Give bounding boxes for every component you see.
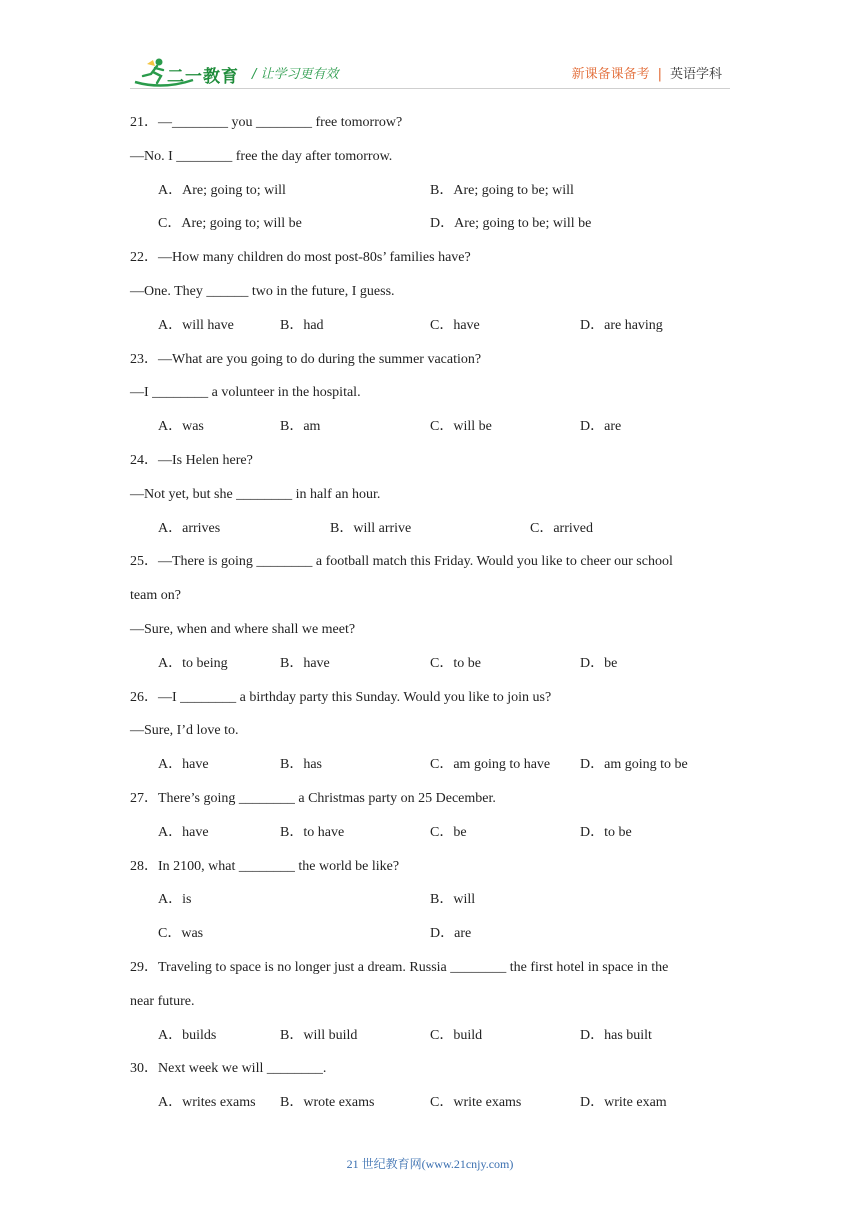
answer-option[interactable]: B．will arrive <box>330 520 412 536</box>
answer-option[interactable]: A．arrives <box>158 520 221 536</box>
answer-option[interactable]: C．Are; going to; will be <box>158 216 302 232</box>
answer-option[interactable]: D．has built <box>580 1027 652 1043</box>
question-list <box>130 106 730 1120</box>
question-line: —Sure, I’d love to. <box>130 723 239 739</box>
answer-option[interactable]: D．write exam <box>580 1095 667 1111</box>
answer-option[interactable]: C．have <box>430 317 480 333</box>
answer-option[interactable]: A．have <box>158 824 209 840</box>
question-stem: 27．There’s going ________ a Christmas party on 25 December. <box>130 790 496 806</box>
question-item <box>130 681 730 782</box>
answer-option[interactable]: D．are <box>430 926 472 942</box>
question-item <box>130 850 730 951</box>
question-stem: 29．Traveling to space is no longer just a dream. Russia ________ the first hotel in space in the <box>130 959 669 975</box>
answer-option[interactable]: C．arrived <box>530 520 593 536</box>
question-line: —Sure, when and where shall we meet? <box>130 621 356 637</box>
option-row <box>130 512 730 546</box>
question-line: team on? <box>130 588 181 604</box>
question-line: —I ________ a volunteer in the hospital. <box>130 385 361 401</box>
option-row <box>130 410 730 444</box>
answer-option[interactable]: C．to be <box>430 655 481 671</box>
option-row <box>130 816 730 850</box>
answer-option[interactable]: C．build <box>430 1027 483 1043</box>
question-line: near future. <box>130 993 195 1009</box>
question-stem: 28．In 2100, what ________ the world be like? <box>130 858 400 874</box>
header-subject <box>572 63 722 82</box>
question-stem: 30．Next week we will ________. <box>130 1061 327 1077</box>
answer-option[interactable]: B．will <box>430 892 476 908</box>
answer-option[interactable]: D．to be <box>580 824 632 840</box>
option-row <box>130 174 730 208</box>
answer-option[interactable]: B．wrote exams <box>280 1095 375 1111</box>
answer-option[interactable]: A．Are; going to; will <box>158 182 286 198</box>
header-divider <box>130 88 730 89</box>
question-item <box>130 545 730 680</box>
answer-option[interactable]: A．builds <box>158 1027 217 1043</box>
answer-option[interactable]: C．be <box>430 824 467 840</box>
answer-option[interactable]: D．am going to be <box>580 757 688 773</box>
answer-option[interactable]: D．Are; going to be; will be <box>430 216 592 232</box>
option-row <box>130 1086 730 1120</box>
answer-option[interactable]: C．will be <box>430 419 492 435</box>
answer-option[interactable]: D．are having <box>580 317 663 333</box>
question-line: —No. I ________ free the day after tomorrow. <box>130 148 393 164</box>
page-header <box>0 0 860 100</box>
answer-option[interactable]: B．have <box>280 655 330 671</box>
option-row <box>130 309 730 343</box>
header-tagline: 新课备课备考 <box>571 67 650 82</box>
subject-label: 英语学科 <box>669 67 722 82</box>
answer-option[interactable]: A．was <box>158 419 204 435</box>
question-stem: 22．—How many children do most post-80s’ families have? <box>130 250 471 266</box>
answer-option[interactable]: A．is <box>158 892 192 908</box>
slogan: / 让学习更有效 <box>252 67 339 82</box>
question-item <box>130 444 730 545</box>
question-stem: 21．—________ you ________ free tomorrow? <box>130 115 403 130</box>
answer-option[interactable]: A．to being <box>158 655 228 671</box>
question-stem: 24．—Is Helen here? <box>130 452 253 468</box>
question-item <box>130 106 730 241</box>
question-stem: 25．—There is going ________ a football match this Friday. Would you like to cheer our school <box>130 554 673 570</box>
answer-option[interactable]: B．Are; going to be; will <box>430 182 574 198</box>
answer-option[interactable]: C．was <box>158 926 204 942</box>
question-line: —One. They ______ two in the future, I guess. <box>130 283 395 299</box>
logo-text: 二一教育 <box>167 67 239 87</box>
option-row <box>130 647 730 681</box>
answer-option[interactable]: C．write exams <box>430 1095 522 1111</box>
option-row <box>130 748 730 782</box>
page-footer: 21 世纪教育网(www.21cnjy.com) <box>346 1157 514 1171</box>
question-item <box>130 241 730 342</box>
question-item <box>130 951 730 1052</box>
answer-option[interactable]: B．had <box>280 317 324 333</box>
answer-option[interactable]: B．will build <box>280 1027 358 1043</box>
option-row <box>130 917 730 951</box>
question-line: —Not yet, but she ________ in half an hour. <box>130 486 381 502</box>
question-item <box>130 1052 730 1120</box>
answer-option[interactable]: A．writes exams <box>158 1095 256 1111</box>
answer-option[interactable]: A．have <box>158 757 209 773</box>
answer-option[interactable]: D．be <box>580 655 618 671</box>
option-row <box>130 1019 730 1053</box>
option-row <box>130 207 730 241</box>
answer-option[interactable]: B．has <box>280 757 322 773</box>
answer-option[interactable]: B．am <box>280 419 321 435</box>
question-item <box>130 782 730 850</box>
answer-option[interactable]: B．to have <box>280 824 345 840</box>
header-separator: | <box>657 67 662 82</box>
question-stem: 23．—What are you going to do during the summer vacation? <box>130 351 482 367</box>
option-row <box>130 883 730 917</box>
answer-option[interactable]: D．are <box>580 419 622 435</box>
question-item <box>130 343 730 444</box>
question-stem: 26．—I ________ a birthday party this Sunday. Would you like to join us? <box>130 689 552 705</box>
answer-option[interactable]: A．will have <box>158 317 234 333</box>
answer-option[interactable]: C．am going to have <box>430 757 551 773</box>
